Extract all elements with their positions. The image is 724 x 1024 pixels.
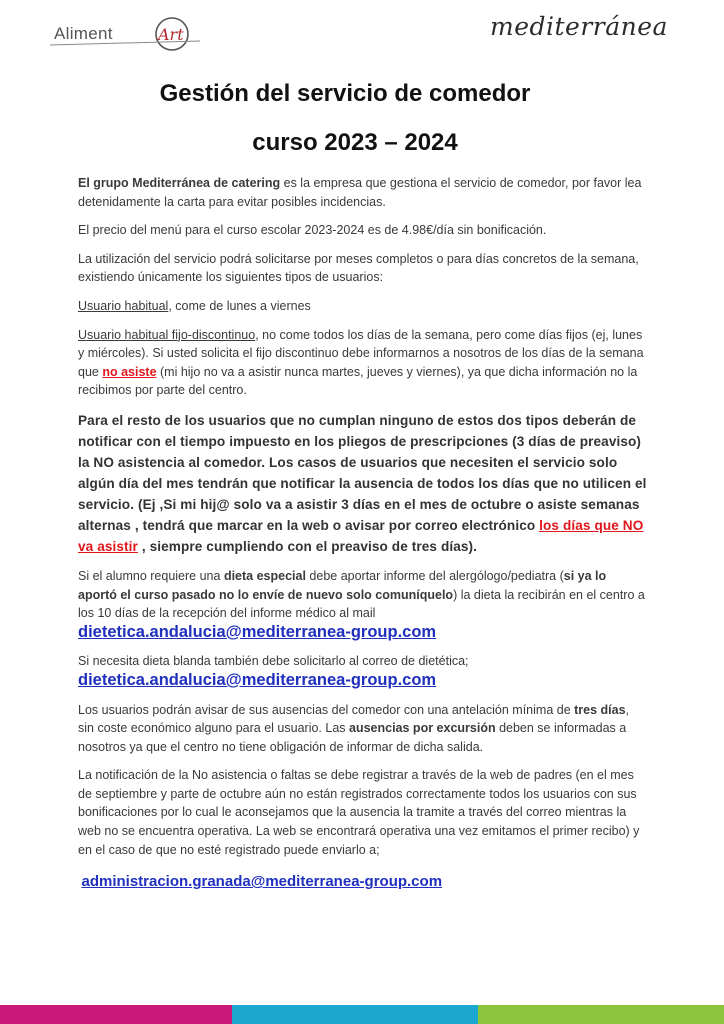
document-body: [78, 174, 648, 902]
mediterranea-logo: mediterránea: [490, 12, 668, 41]
footer-color-bar: [0, 1005, 724, 1024]
logo-left-word: Aliment: [54, 24, 113, 43]
footer-bar-magenta: [0, 1005, 232, 1024]
paragraph-fixed-user: Usuario habitual fijo-discontinuo, no come todos los días de la semana, pero come días fijos (ej, lunes y miércoles). Si usted solicita el fijo discontinuo debe informarnos a nosotros de los días de la semana que no asiste (mi hijo no va a asistir nunca martes, jueves y viernes), ya que dicha información no la recibimos por parte del centro.: [78, 327, 644, 398]
paragraph-notification: La notificación de la No asistencia o faltas se debe registrar a través de la web de padres (en el mes de septiembre y parte de octubre aún no están registrados correctamente todos los usuarios con sus bonificaciones por lo cual le aconsejamos que la ausencia la tramite a través del correo mientras la web no se encuentra operativa. La web se encontrará operativa una vez emitamos el primer recibo) y en el caso de que no esté registrado puede enviarlo a;: [78, 768, 640, 857]
page-subtitle: curso 2023 – 2024: [252, 129, 458, 156]
administracion-email-link[interactable]: administracion.granada@mediterranea-group.com: [81, 873, 443, 891]
page-title: Gestión del servicio de comedor: [159, 80, 531, 107]
logo-left-art: Art: [158, 25, 184, 44]
paragraph-admin-mail: [78, 873, 648, 892]
dietetica-email-link[interactable]: dietetica.andalucia@mediterranea-group.com: [78, 622, 437, 641]
paragraph-soft-diet: Si necesita dieta blanda también debe solicitarlo al correo de dietética; dietetica.andalucia@mediterranea-group.com: [78, 654, 469, 689]
paragraph-absences: Los usuarios podrán avisar de sus ausencias del comedor con una antelación mínima de tres días, sin coste económico alguno para el usuario. Las ausencias por excursión deben se informadas a nosotros ya que el centro no tiene obligación de informar de dicha salida.: [78, 702, 630, 754]
paragraph-other-users: Para el resto de los usuarios que no cumplan ninguno de estos dos tipos deberán de notificar con el tiempo impuesto en los pliegos de prescripciones (3 días de preaviso) la NO asistencia al comedor. Los casos de usuarios que necesiten el servicio solo algún día del mes tendrán que notificar la ausencia de todos los días que no utilicen el servicio. (Ej ,Si mi hij@ solo va a asistir 3 días en el mes de octubre o asiste semanas alternas , tendrá que marcar en la web o avisar por correo electrónico los días que NO va asistir , siempre cumpliendo con el preaviso de tres días).: [78, 412, 647, 554]
paragraph-special-diet: Si el alumno requiere una dieta especial debe aportar informe del alergólogo/pediatra (si ya lo aportó el curso pasado no lo envíe de nuevo solo comuníquelo) la dieta la recibirán en el centro a los 10 días de la recepción del informe médico al mail dietetica.andalucia@mediterranea-group.com: [78, 568, 645, 641]
paragraph-price: El precio del menú para el curso escolar 2023-2024 es de 4.98€/día sin bonificación.: [78, 223, 547, 238]
alimentart-logo: [50, 12, 200, 52]
dietetica-email-link-2[interactable]: dietetica.andalucia@mediterranea-group.com: [78, 670, 437, 689]
paragraph-usage: La utilización del servicio podrá solicitarse por meses completos o para días concretos de la semana, existiendo únicamente los siguientes tipos de usuarios:: [78, 251, 639, 285]
paragraph-intro: El grupo Mediterránea de catering es la empresa que gestiona el servicio de comedor, por favor lea detenidamente la carta para evitar posibles incidencias.: [78, 176, 642, 209]
footer-bar-green: [478, 1005, 724, 1024]
paragraph-regular-user: Usuario habitual, come de lunes a viernes: [78, 298, 311, 313]
footer-bar-cyan: [232, 1005, 478, 1024]
